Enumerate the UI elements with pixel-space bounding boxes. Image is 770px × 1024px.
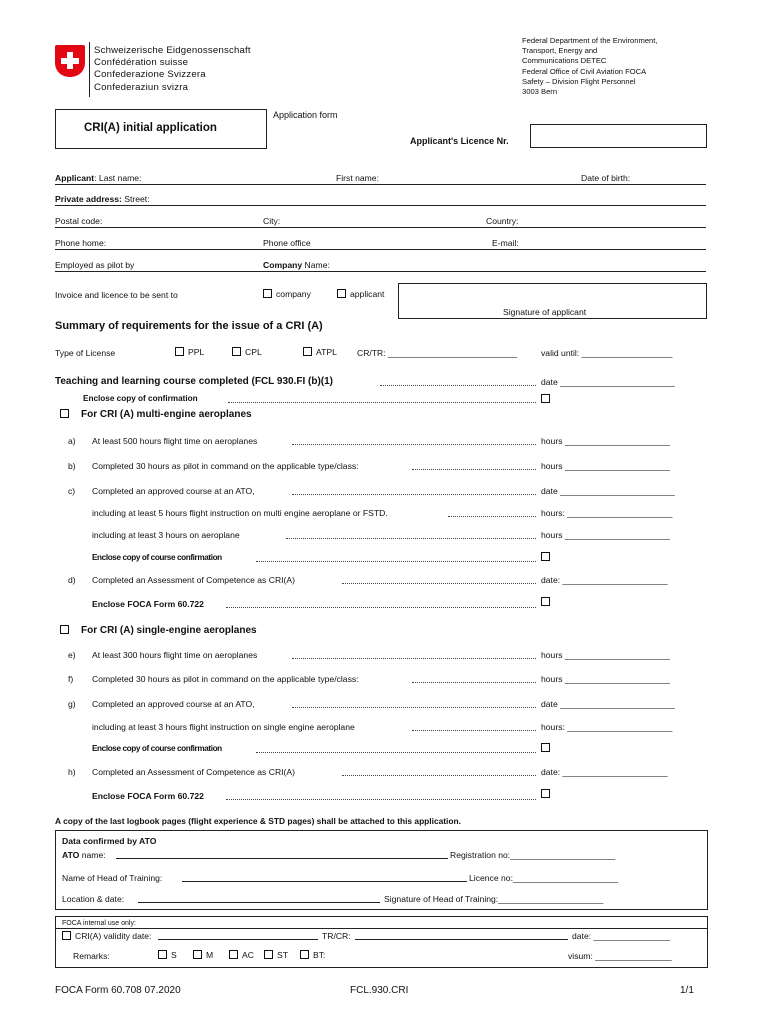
multi-enclose-form-label: Enclose FOCA Form 60.722	[92, 599, 204, 609]
course-date-field[interactable]: date ________________________	[541, 377, 675, 387]
multi-item-text: Completed 30 hours as pilot in command on the applicable type/class:	[92, 461, 359, 471]
remark-m-option[interactable]: M	[193, 950, 213, 960]
checkbox-icon	[264, 950, 273, 959]
ppl-option[interactable]: PPL	[175, 347, 204, 357]
dob-label: Date of birth:	[581, 173, 631, 183]
swiss-cross-logo	[55, 45, 85, 77]
single-enclose-course-label: Enclose copy of course confirmation	[92, 744, 222, 753]
item-letter: c)	[68, 486, 76, 496]
single-item-hours-field[interactable]: hours ______________________	[541, 650, 671, 660]
multi-item-hours-field[interactable]: hours ______________________	[541, 461, 671, 471]
single-item-date-field[interactable]: date ________________________	[541, 699, 675, 709]
ato-name-field[interactable]	[116, 858, 448, 859]
atpl-option[interactable]: ATPL	[303, 347, 337, 357]
signature-head-field[interactable]: Signature of Head of Training:______________________	[384, 894, 604, 904]
phone-line[interactable]	[55, 249, 706, 250]
multi-item-text: including at least 5 hours flight instruction on multi engine aeroplane or FSTD.	[92, 508, 388, 518]
company-name-label: Company Name:	[263, 260, 330, 270]
checkbox-icon	[229, 950, 238, 959]
multi-item-text: Completed an Assessment of Competence as CRI(A)	[92, 575, 295, 585]
footer-reference: FCL.930.CRI	[350, 985, 409, 996]
location-date-label: Location & date:	[62, 894, 125, 904]
multi-item-text: Completed an approved course at an ATO,	[92, 486, 255, 496]
enclose-confirmation-checkbox[interactable]	[541, 394, 554, 404]
logbook-note: A copy of the last logbook pages (flight experience & STD pages) shall be attached to this application.	[55, 816, 461, 826]
department-address: Federal Department of the Environment, Transport, Energy and Communications DETEC Federal Office of Civil Aviation FOCA Safety – Division Flight Personnel 3003 Bern	[522, 36, 658, 97]
head-training-label: Name of Head of Training:	[62, 873, 163, 883]
checkbox-icon	[175, 347, 184, 356]
item-letter: g)	[68, 699, 76, 709]
single-engine-heading[interactable]: For CRI (A) single-engine aeroplanes	[60, 625, 257, 636]
checkbox-icon	[193, 950, 202, 959]
signature-label: Signature of applicant	[503, 307, 587, 317]
name-line[interactable]	[55, 184, 706, 185]
first-name-label: First name:	[336, 173, 379, 183]
checkbox-icon	[158, 950, 167, 959]
head-training-field[interactable]	[182, 881, 467, 882]
checkbox-icon	[541, 597, 550, 606]
valid-until-field[interactable]: valid until: ___________________	[541, 348, 673, 358]
trcr-field[interactable]	[355, 939, 568, 940]
last-name-label: Applicant: Last name:	[55, 173, 142, 183]
single-enclose-course-checkbox[interactable]	[541, 743, 554, 753]
single-item-date-field[interactable]: date: ______________________	[541, 767, 668, 777]
item-letter: d)	[68, 575, 76, 585]
licence-no-field[interactable]: Licence no:______________________	[469, 873, 619, 883]
licence-number-field[interactable]	[530, 124, 707, 148]
checkbox-icon	[337, 289, 346, 298]
header-separator	[89, 42, 90, 97]
validity-date-option[interactable]: CRI(A) validity date:	[62, 931, 151, 941]
remark-st-option[interactable]: ST	[264, 950, 288, 960]
single-item-text: Completed an approved course at an ATO,	[92, 699, 255, 709]
employed-label: Employed as pilot by	[55, 260, 135, 270]
item-letter: b)	[68, 461, 76, 471]
checkbox-icon	[541, 552, 550, 561]
single-item-text: including at least 3 hours flight instruction on single engine aeroplane	[92, 722, 355, 732]
invoice-label: Invoice and licence to be sent to	[55, 290, 178, 300]
checkbox-icon	[541, 394, 550, 403]
item-letter: h)	[68, 767, 76, 777]
ato-confirmed-label: Data confirmed by ATO	[62, 836, 157, 846]
course-completed-label: Teaching and learning course completed (FCL 930.FI (b)(1)	[55, 376, 334, 387]
visum-field[interactable]: visum: ________________	[568, 951, 672, 961]
street-line[interactable]	[55, 205, 706, 206]
multi-item-date-field[interactable]: date: ______________________	[541, 575, 668, 585]
single-item-hours-field[interactable]: hours ______________________	[541, 674, 671, 684]
remark-ac-option[interactable]: AC	[229, 950, 254, 960]
crtr-field[interactable]: CR/TR: ___________________________	[357, 348, 518, 358]
single-item-text: At least 300 hours flight time on aeroplanes	[92, 650, 258, 660]
postal-line[interactable]	[55, 227, 706, 228]
multi-enclose-course-checkbox[interactable]	[541, 552, 554, 562]
footer-page: 1/1	[680, 985, 694, 996]
checkbox-icon	[300, 950, 309, 959]
page-title: CRI(A) initial application	[84, 122, 217, 134]
checkbox-icon	[263, 289, 272, 298]
item-letter: f)	[68, 674, 74, 684]
single-enclose-form-checkbox[interactable]	[541, 789, 554, 799]
single-item-text: Completed 30 hours as pilot in command on the applicable type/class:	[92, 674, 359, 684]
validity-date-field[interactable]	[158, 939, 318, 940]
multi-enclose-form-checkbox[interactable]	[541, 597, 554, 607]
foca-date-field[interactable]: date: ________________	[572, 931, 670, 941]
invoice-company-option[interactable]: company	[263, 289, 311, 299]
invoice-applicant-option[interactable]: applicant	[337, 289, 384, 299]
multi-engine-heading[interactable]: For CRI (A) multi-engine aeroplanes	[60, 409, 252, 420]
footer-form-number: FOCA Form 60.708 07.2020	[55, 985, 181, 996]
phone-home-label: Phone home:	[55, 238, 107, 248]
remark-bt-option[interactable]: BT:	[300, 950, 325, 960]
item-letter: a)	[68, 436, 76, 446]
email-label: E-mail:	[492, 238, 519, 248]
phone-office-label: Phone office	[263, 238, 311, 248]
multi-item-text: At least 500 hours flight time on aeroplanes	[92, 436, 258, 446]
country-label: Country:	[486, 216, 519, 226]
type-of-license-label: Type of License	[55, 348, 116, 358]
single-item-hours-field[interactable]: hours: ______________________	[541, 722, 673, 732]
single-enclose-form-label: Enclose FOCA Form 60.722	[92, 791, 204, 801]
checkbox-icon	[541, 743, 550, 752]
single-item-text: Completed an Assessment of Competence as CRI(A)	[92, 767, 295, 777]
postal-code-label: Postal code:	[55, 216, 103, 226]
checkbox-icon	[62, 931, 71, 940]
item-letter: e)	[68, 650, 76, 660]
checkbox-icon	[541, 789, 550, 798]
checkbox-icon	[232, 347, 241, 356]
location-date-field[interactable]	[138, 902, 380, 903]
enclose-confirmation-label: Enclose copy of confirmation	[83, 394, 198, 403]
licence-label: Applicant's Licence Nr.	[410, 136, 509, 146]
trcr-label: TR/CR:	[322, 931, 351, 941]
ato-name-label: ATO name:	[62, 850, 106, 860]
multi-item-hours-field[interactable]: hours ______________________	[541, 530, 671, 540]
multi-item-date-field[interactable]: date ________________________	[541, 486, 675, 496]
checkbox-icon	[60, 409, 69, 418]
remarks-label: Remarks:	[73, 951, 110, 961]
multi-item-hours-field[interactable]: hours: ______________________	[541, 508, 673, 518]
application-form-label: Application form	[273, 110, 338, 120]
private-address-label: Private address: Street:	[55, 194, 150, 204]
city-label: City:	[263, 216, 281, 226]
registration-field[interactable]: Registration no:______________________	[450, 850, 616, 860]
foca-internal-label: FOCA internal use only:	[62, 920, 136, 927]
checkbox-icon	[303, 347, 312, 356]
summary-title: Summary of requirements for the issue of a CRI (A)	[55, 320, 323, 332]
employer-line[interactable]	[55, 271, 706, 272]
remark-s-option[interactable]: S	[158, 950, 177, 960]
cpl-option[interactable]: CPL	[232, 347, 262, 357]
multi-item-hours-field[interactable]: hours ______________________	[541, 436, 671, 446]
checkbox-icon	[60, 625, 69, 634]
multi-item-text: including at least 3 hours on aeroplane	[92, 530, 240, 540]
multi-enclose-course-label: Enclose copy of course confirmation	[92, 553, 222, 562]
confederation-names: Schweizerische Eidgenossenschaft Confédération suisse Confederazione Svizzera Confederaziun svizra	[94, 45, 251, 93]
